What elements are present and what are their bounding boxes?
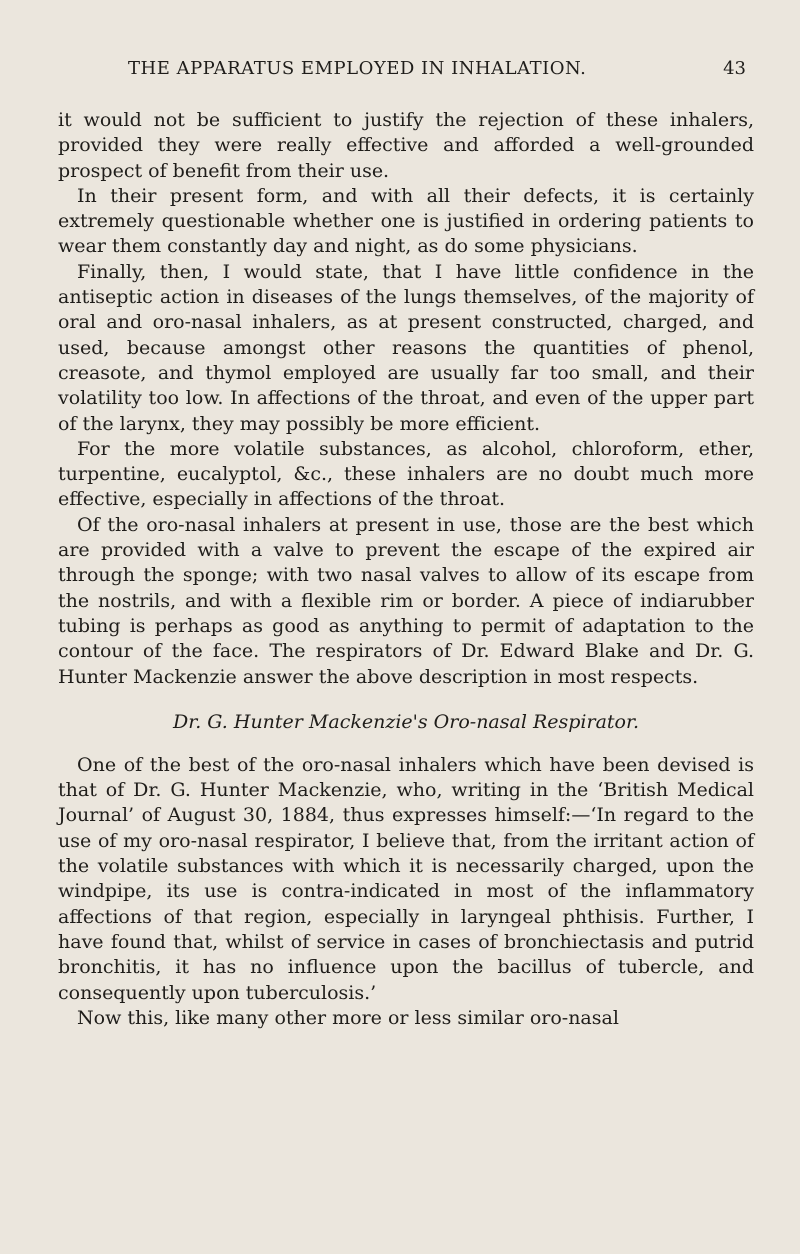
paragraph: Finally, then, I would state, that I have little confidence in the antiseptic action in diseases of the lungs themselves, of the majority of oral and oro-nasal inhalers, as at present constructed, charged, and used, because amongst other reasons the quantities of phenol, creasote, and thymol employed are usually far too small, and their volatility too low. In affections of the throat, and even of the upper part of the larynx, they may possibly be more efficient. (58, 260, 754, 435)
paragraph: Of the oro-nasal inhalers at present in use, those are the best which are provided with a valve to prevent the escape of the expired air through the sponge; with two nasal valves to allow of its escape from the nostrils, and with a flexible rim or border. A piece of indiarubber tubing is perhaps as good as anything to permit of adaptation to the contour of the face. The respirators of Dr. Edward Blake and Dr. G. Hunter Mackenzie answer the above description in most respects. (58, 513, 754, 688)
section-heading: Dr. G. Hunter Mackenzie's Oro-nasal Respirator. (172, 710, 640, 733)
paragraph: it would not be sufficient to justify the rejection of these inhalers, provided they were really effective and afforded a well-grounded prospect of benefit from their use. (58, 109, 754, 182)
page-number: 43 (723, 58, 746, 79)
body-text (58, 108, 754, 1031)
paragraph: For the more volatile substances, as alcohol, chloroform, ether, turpentine, eucalyptol, &c., these inhalers are no doubt much more effective, especially in affections of the throat. (58, 437, 754, 511)
paragraph: In their present form, and with all their defects, it is certainly extremely questionable whether one is justified in ordering patients to wear them constantly day and night, as do some physicians. (58, 184, 754, 258)
running-title: THE APPARATUS EMPLOYED IN INHALATION. (128, 58, 587, 79)
paragraph: Now this, like many other more or less similar oro-nasal (77, 1006, 619, 1029)
page-header (86, 58, 746, 92)
paragraph: One of the best of the oro-nasal inhalers which have been devised is that of Dr. G. Hunter Mackenzie, who, writing in the ‘British Medical Journal’ of August 30, 1884, thus expresses himself:—‘In regard to the use of my oro-nasal respirator, I believe that, from the irritant action of the volatile substances with which it is necessarily charged, upon the windpipe, its use is contra-indicated in most of the inflammatory affections of that region, especially in laryngeal phthisis. Further, I have found that, whilst of service in cases of bronchiectasis and putrid bronchitis, it has no influence upon the bacillus of tubercle, and consequently upon tuberculosis.’ (58, 753, 754, 1004)
